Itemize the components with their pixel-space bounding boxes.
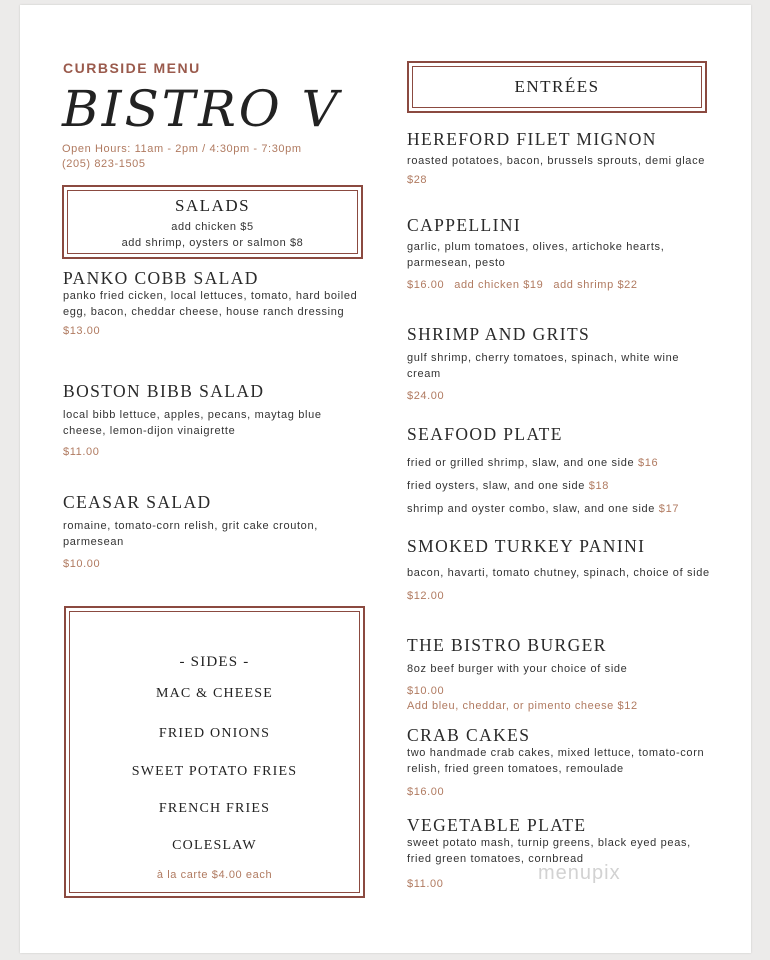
item-desc: romaine, tomato-corn relish, grit cake crouton, parmesean <box>63 520 318 548</box>
item-desc: garlic, plum tomatoes, olives, artichoke hearts, parmesean, pesto <box>407 241 665 269</box>
item-price: $11.00 <box>63 446 100 458</box>
menu-item <box>407 323 712 404</box>
item-name: VEGETABLE PLATE <box>407 815 587 835</box>
menu-item <box>407 724 712 800</box>
item-name: SEAFOOD PLATE <box>407 424 563 444</box>
watermark: menupix <box>538 862 621 884</box>
menu-item <box>63 380 368 460</box>
item-name: PANKO COBB SALAD <box>63 268 259 288</box>
item-name: THE BISTRO BURGER <box>407 635 607 655</box>
item-name: BOSTON BIBB SALAD <box>63 381 265 401</box>
salads-add-chicken: add chicken $5 <box>171 221 254 233</box>
side-item: MAC & CHEESE <box>155 686 274 701</box>
add-chicken-price: add chicken $19 <box>454 279 544 291</box>
curbside-menu-label: CURBSIDE MENU <box>63 60 201 76</box>
item-name: SHRIMP AND GRITS <box>407 324 591 344</box>
item-price: $16.00 <box>407 279 445 291</box>
menu-item <box>407 214 712 293</box>
salads-add-seafood: add shrimp, oysters or salmon $8 <box>121 237 304 249</box>
item-price: $13.00 <box>63 325 101 337</box>
item-price: $28 <box>407 173 428 186</box>
sides-price-note: à la carte $4.00 each <box>156 869 273 881</box>
option-price: $18 <box>588 480 610 492</box>
side-item: SWEET POTATO FRIES <box>131 764 298 779</box>
side-item: FRENCH FRIES <box>158 801 271 816</box>
item-desc: gulf shrimp, cherry tomatoes, spinach, white wine cream <box>407 352 680 380</box>
item-desc: two handmade crab cakes, mixed lettuce, tomato-corn relish, fried green tomatoes, remoulade <box>407 747 705 775</box>
menu-item <box>407 128 712 188</box>
item-price: $11.00 <box>407 878 444 890</box>
item-price: $24.00 <box>407 390 445 402</box>
item-price: $10.00 <box>63 558 101 570</box>
item-desc: roasted potatoes, bacon, brussels sprouts, demi glace <box>407 155 705 167</box>
entrees-heading: ENTRÉES <box>514 77 600 96</box>
salads-heading: SALADS <box>174 196 251 215</box>
menu-item <box>407 634 712 714</box>
item-name: SMOKED TURKEY PANINI <box>407 536 646 556</box>
cheese-addon: Add bleu, cheddar, or pimento cheese $12 <box>407 699 638 712</box>
option-desc: shrimp and oyster combo, slaw, and one side <box>407 503 656 515</box>
option-desc: fried or grilled shrimp, slaw, and one side <box>407 457 635 469</box>
option-price: $17 <box>658 503 680 515</box>
open-hours: Open Hours: 11am - 2pm / 4:30pm - 7:30pm <box>62 143 302 155</box>
item-price: $10.00 <box>407 684 445 697</box>
item-name: HEREFORD FILET MIGNON <box>407 129 657 149</box>
menu-item <box>63 491 368 572</box>
item-desc: panko fried cicken, local lettuces, tomato, hard boiled egg, bacon, cheddar cheese, house ranch dressing <box>63 290 358 318</box>
salads-header-box <box>62 185 363 259</box>
option-price: $16 <box>638 457 659 469</box>
option-desc: fried oysters, slaw, and one side <box>407 480 585 492</box>
item-desc: bacon, havarti, tomato chutney, spinach, choice of side <box>407 567 710 579</box>
item-price: $16.00 <box>407 786 445 798</box>
menu-item <box>63 267 368 339</box>
item-name: CAPPELLINI <box>407 215 522 235</box>
phone-number: (205) 823-1505 <box>62 158 146 170</box>
item-name: CEASAR SALAD <box>63 492 212 512</box>
entrees-header-box <box>407 61 707 113</box>
restaurant-name: BISTRO V <box>62 80 341 138</box>
menu-item <box>407 423 712 521</box>
menu-item <box>407 535 712 604</box>
side-item: FRIED ONIONS <box>158 726 271 741</box>
sides-heading: - SIDES - <box>179 654 250 670</box>
item-price: $12.00 <box>407 589 445 602</box>
add-shrimp-price: add shrimp $22 <box>553 279 638 291</box>
side-item: COLESLAW <box>172 838 257 853</box>
item-desc: sweet potato mash, turnip greens, black eyed peas, fried green tomatoes, cornbread <box>407 837 691 865</box>
item-name: CRAB CAKES <box>407 725 531 745</box>
item-desc: 8oz beef burger with your choice of side <box>407 663 628 675</box>
sides-box <box>64 606 365 898</box>
item-desc: local bibb lettuce, apples, pecans, maytag blue cheese, lemon-dijon vinaigrette <box>63 409 322 437</box>
